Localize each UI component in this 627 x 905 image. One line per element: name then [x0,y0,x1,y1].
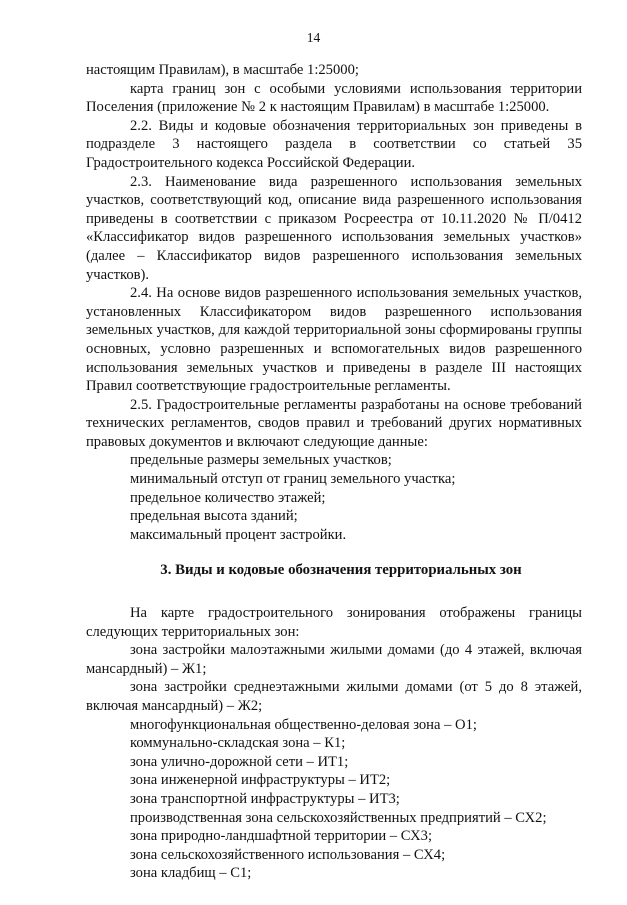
paragraph-2-4: 2.4. На основе видов разрешенного использования земельных участков, установленных Классификатором видов разрешенного использования земельных участков, для каждой территориальной зоны сформированы группы основных, условно разрешенных и вспомогательных видов разрешенного использования земельных участков и приведены в разделе III настоящих Правил соответствующие градостроительные регламенты. [86,285,582,395]
regulation-list [86,451,582,544]
list-item: производственная зона сельскохозяйственных предприятий – СХ2; [130,809,547,826]
list-item: максимальный процент застройки. [130,526,347,543]
list-item: зона кладбищ – С1; [130,865,252,882]
list-item: коммунально-складская зона – К1; [130,735,346,752]
list-item: многофункциональная общественно-деловая зона – О1; [130,716,477,733]
zone-list [86,641,582,883]
list-item: предельное количество этажей; [130,489,326,506]
section-heading: 3. Виды и кодовые обозначения территориальных зон [160,562,522,579]
list-item: минимальный отступ от границ земельного участка; [130,471,456,488]
paragraph-2-5: 2.5. Градостроительные регламенты разработаны на основе требований технических регламентов, сводов правил и требований других нормативных правовых документов и включают следующие данные: [86,396,582,450]
paragraph-continuation: настоящим Правилам), в масштабе 1:25000; [86,62,359,78]
list-item: зона транспортной инфраструктуры – ИТ3; [130,790,400,807]
spacer [86,544,582,561]
spacer [86,580,582,604]
list-item: предельная высота зданий; [130,508,298,525]
list-item: зона застройки среднеэтажными жилыми домами (от 5 до 8 этажей, включая мансардный) – Ж2; [86,679,582,714]
list-item: зона природно-ландшафтной территории – СХ3; [130,828,433,845]
list-item: зона улично-дорожной сети – ИТ1; [130,753,349,770]
list-item: предельные размеры земельных участков; [130,452,392,469]
list-item: зона инженерной инфраструктуры – ИТ2; [130,772,391,789]
list-item: зона застройки малоэтажными жилыми домами (до 4 этажей, включая мансардный) – Ж1; [86,642,582,677]
paragraph-zones-intro: На карте градостроительного зонирования отображены границы следующих территориальных зон: [86,605,582,640]
paragraph-2-3: 2.3. Наименование вида разрешенного использования земельных участков, соответствующий код, описание вида разрешенного использования приведены в соответствии с приказом Росреестра от 10.11.2020 № П/0412 «Классификатор видов разрешенного использования земельных участков» (далее – Классификатор видов разрешенного использования земельных участков). [86,173,582,283]
document-body [86,61,582,883]
page-number: 14 [306,30,321,45]
paragraph-2-2: 2.2. Виды и кодовые обозначения территориальных зон приведены в подразделе 3 настоящего раздела в соответствии со статьей 35 Градостроительного кодекса Российской Федерации. [86,117,582,171]
paragraph-zones-map: карта границ зон с особыми условиями использования территории Поселения (приложение № 2 к настоящим Правилам) в масштабе 1:25000. [86,80,582,116]
list-item: зона сельскохозяйственного использования – СХ4; [130,846,446,863]
